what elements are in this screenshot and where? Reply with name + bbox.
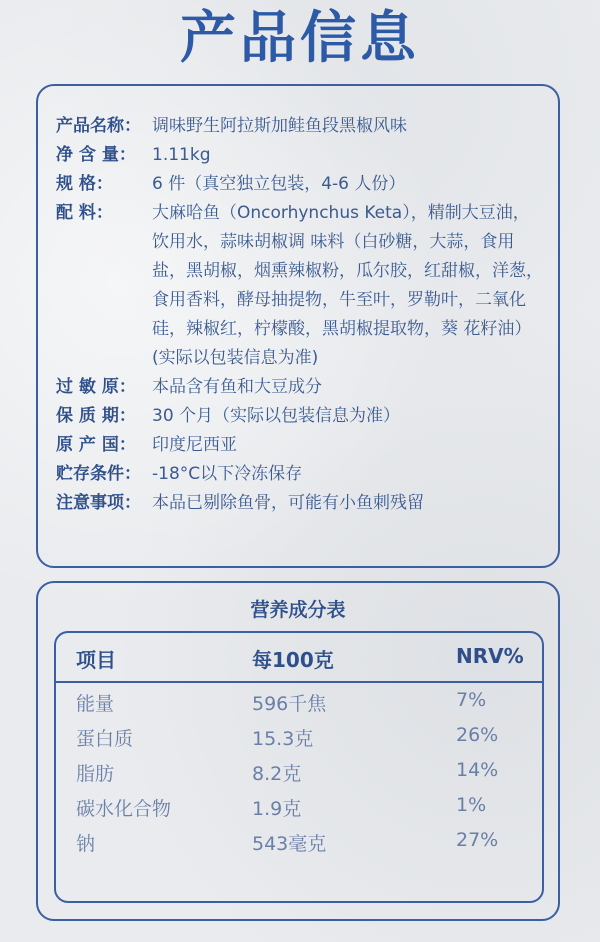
- header-nrv: NRV%: [456, 644, 524, 668]
- info-label: 产品名称：: [56, 116, 141, 136]
- info-value: 本品含有鱼和大豆成分: [152, 377, 322, 397]
- info-value: 印度尼西亚: [152, 435, 237, 455]
- nutrient-nrv: 1%: [456, 794, 487, 816]
- info-label: 注意事项：: [56, 493, 141, 513]
- nutrient-name: 脂肪: [76, 763, 115, 785]
- info-row-spec: [56, 170, 546, 199]
- info-row-name: [56, 112, 546, 141]
- product-info-list: [56, 112, 546, 518]
- info-label: 净 含 量：: [56, 145, 136, 165]
- nutrient-nrv: 26%: [456, 724, 499, 746]
- info-value: 大麻哈鱼（Oncorhynchus Keta），精制大豆油，饮用水，蒜味胡椒调 味料（白砂糖，大蒜，食用盐，黑胡椒，烟熏辣椒粉，瓜尔胶，红甜椒，洋葱，食用香料，酵母抽提物，牛至叶，罗勒叶，二氧化硅，辣椒红，柠檬酸，黑胡椒提取物，葵 花籽油）(实际以包装信息为准): [152, 203, 543, 368]
- nutrient-amount: 596千焦: [252, 693, 327, 715]
- nutrient-name: 钠: [76, 833, 96, 855]
- table-row: [56, 755, 542, 790]
- header-per-100g: 每100克: [252, 648, 334, 672]
- header-item: 项目: [76, 648, 116, 672]
- info-row-ingredients: [56, 199, 546, 373]
- info-label: 配 料：: [56, 203, 113, 223]
- nutrient-nrv: 27%: [456, 829, 499, 851]
- info-label: 规 格：: [56, 174, 113, 194]
- nutrition-table: [54, 631, 544, 903]
- nutrient-amount: 543毫克: [252, 833, 327, 855]
- info-label: 过 敏 原：: [56, 377, 136, 397]
- nutrition-panel: [36, 581, 560, 921]
- info-row-origin: [56, 431, 546, 460]
- info-value: 6 件（真空独立包装，4-6 人份）: [152, 174, 406, 194]
- nutrient-name: 碳水化合物: [76, 798, 172, 820]
- info-label: 保 质 期：: [56, 406, 136, 426]
- nutrient-amount: 15.3克: [252, 728, 314, 750]
- page-title: 产品信息: [180, 6, 420, 71]
- table-row: [56, 685, 542, 720]
- nutrient-name: 能量: [76, 693, 115, 715]
- nutrient-amount: 1.9克: [252, 798, 302, 820]
- info-value: 30 个月（实际以包装信息为准）: [152, 406, 401, 426]
- info-row-shelf-life: [56, 402, 546, 431]
- info-row-notes: [56, 489, 546, 518]
- nutrient-nrv: 14%: [456, 759, 499, 781]
- product-info-panel: [36, 84, 560, 568]
- info-row-storage: [56, 460, 546, 489]
- table-row: [56, 825, 542, 860]
- info-value: -18°C以下冷冻保存: [152, 464, 303, 484]
- info-value: 1.11kg: [152, 145, 211, 165]
- nutrition-table-header: [56, 633, 542, 683]
- table-row: [56, 720, 542, 755]
- nutrient-amount: 8.2克: [252, 763, 302, 785]
- info-label: 原 产 国：: [56, 435, 136, 455]
- nutrition-table-body: [56, 685, 542, 860]
- info-label: 贮存条件：: [56, 464, 141, 484]
- info-row-allergen: [56, 373, 546, 402]
- table-row: [56, 790, 542, 825]
- nutrition-title: 营养成分表: [250, 599, 346, 621]
- info-value: 调味野生阿拉斯加鲑鱼段黑椒风味: [152, 116, 407, 136]
- nutrient-nrv: 7%: [456, 689, 487, 711]
- nutrient-name: 蛋白质: [76, 728, 134, 750]
- info-row-net-weight: [56, 141, 546, 170]
- info-value: 本品已剔除鱼骨，可能有小鱼刺残留: [152, 493, 424, 513]
